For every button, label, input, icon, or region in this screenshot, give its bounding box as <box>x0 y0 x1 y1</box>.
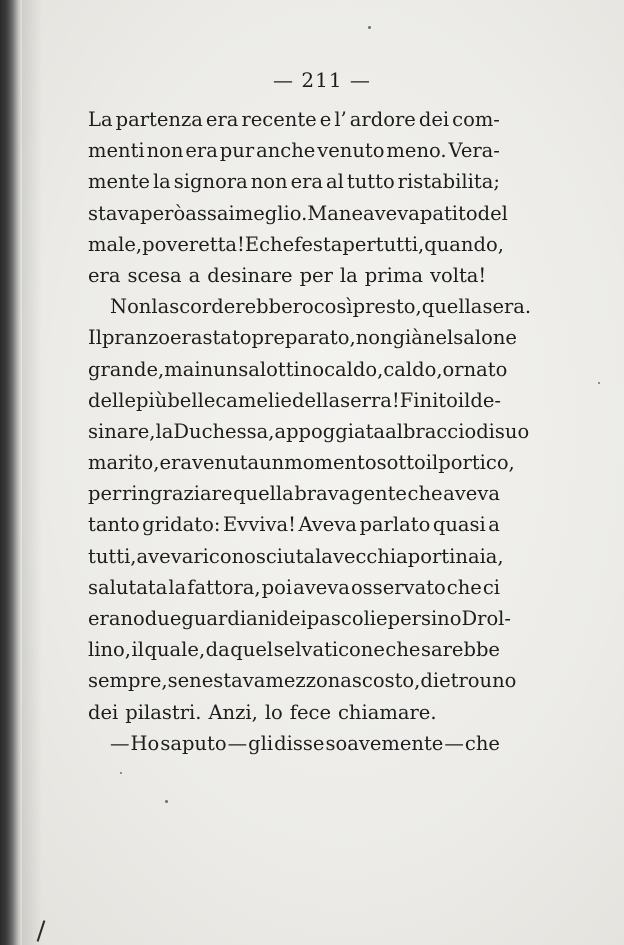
word: stava <box>213 669 266 693</box>
word: — <box>444 731 464 755</box>
word: riconosciuta <box>193 544 316 568</box>
word: pascoli <box>306 607 377 630</box>
word: guardiani <box>181 607 277 630</box>
paper-speck <box>598 382 600 384</box>
text-line <box>88 291 532 322</box>
binding-edge <box>0 0 22 945</box>
text-line <box>88 697 500 728</box>
text-line <box>88 728 500 759</box>
word: Non <box>110 295 152 319</box>
word: gridato: <box>142 513 221 537</box>
text-line <box>88 260 500 291</box>
word: non <box>146 139 184 163</box>
word: al <box>326 170 344 194</box>
word: il <box>457 388 471 412</box>
word: il <box>425 451 439 475</box>
word: stato <box>202 326 252 350</box>
word: partenza <box>115 108 203 131</box>
text-line <box>88 541 504 572</box>
word: Duchessa, <box>173 419 275 443</box>
text-line <box>88 478 500 509</box>
word: ardore <box>349 108 416 131</box>
text-line <box>88 385 500 416</box>
word: un <box>259 451 285 475</box>
word: Ho <box>130 731 160 755</box>
word: camelie <box>215 388 292 412</box>
word: quella <box>233 482 294 506</box>
text-line <box>88 104 500 135</box>
word: dei <box>418 108 450 131</box>
word: suo <box>494 419 530 443</box>
word: che <box>259 232 295 256</box>
word: a <box>188 263 201 287</box>
word: aveva <box>363 201 420 225</box>
word: era <box>88 263 121 287</box>
word: quale, <box>144 638 206 662</box>
word: Evviva! <box>222 513 296 537</box>
text-line <box>88 198 508 229</box>
word: tutto <box>346 170 395 194</box>
text-line <box>88 447 515 478</box>
word: disse <box>274 731 325 755</box>
text-line <box>88 572 500 603</box>
word: per <box>88 482 122 506</box>
word: quella <box>421 295 483 319</box>
word: pilastri. <box>125 700 202 724</box>
word: però <box>140 201 186 225</box>
word: momento <box>284 451 377 475</box>
word: appoggiata <box>274 419 386 443</box>
word: sotto <box>376 451 426 475</box>
word: la <box>315 544 333 568</box>
word: marito, <box>88 451 160 475</box>
word: salone <box>453 326 517 350</box>
text-line <box>88 166 500 197</box>
word: venuta <box>191 451 260 475</box>
word: festa <box>294 232 343 256</box>
word: menti <box>88 139 145 163</box>
word: il <box>131 638 144 662</box>
word: che <box>407 482 443 506</box>
word: tutti, <box>375 232 425 256</box>
word: per <box>299 263 333 287</box>
word: della <box>291 388 341 412</box>
word: scorderebbero <box>169 295 314 319</box>
word: due <box>144 607 182 630</box>
word: mente <box>88 170 150 194</box>
word: caldo, <box>383 357 443 381</box>
word: lo <box>264 700 283 724</box>
word: gente <box>350 482 407 506</box>
word: non <box>250 170 288 194</box>
word: quel <box>230 638 274 662</box>
word: lino, <box>88 638 131 662</box>
word: pur <box>219 139 255 163</box>
word: tutti, <box>88 544 137 568</box>
text-line <box>88 665 517 696</box>
word: era <box>290 170 324 194</box>
word: che <box>446 575 482 599</box>
word: da <box>205 638 230 662</box>
text-line <box>88 354 508 385</box>
word: e <box>319 108 332 131</box>
word: sera. <box>482 295 532 319</box>
word: a <box>488 513 500 537</box>
word: persino <box>387 607 462 630</box>
word: selvaticone <box>273 638 385 662</box>
word: e <box>376 607 388 630</box>
word: tanto <box>88 513 140 537</box>
word: preparato, <box>251 326 356 350</box>
word: non <box>355 326 393 350</box>
word: braccio <box>402 419 477 443</box>
word: salutata <box>88 575 168 599</box>
word: la <box>152 170 171 194</box>
word: poveretta! <box>142 232 245 256</box>
text-line <box>88 603 512 634</box>
word: fece <box>289 700 332 724</box>
word: volta! <box>429 263 487 287</box>
body-text <box>88 104 532 759</box>
gutter-shadow <box>22 0 42 945</box>
word: aveva <box>443 482 500 506</box>
word: ringraziare <box>121 482 233 506</box>
word: E <box>244 232 260 256</box>
word: patito <box>419 201 478 225</box>
word: male, <box>88 232 143 256</box>
word: — <box>110 731 130 755</box>
word: fattora, <box>187 575 261 599</box>
text-line <box>88 416 530 447</box>
word: ristabilita; <box>397 170 500 194</box>
word: soavemente <box>325 731 444 755</box>
word: grande, <box>88 357 165 381</box>
word: in <box>194 357 214 381</box>
word: parlato <box>359 513 431 537</box>
word: brava <box>294 482 351 506</box>
word: — <box>227 731 248 755</box>
word: gli <box>248 731 274 755</box>
word: uno <box>479 669 517 693</box>
word: sempre, <box>88 669 168 693</box>
word: com- <box>452 108 500 131</box>
word: ma <box>164 357 195 381</box>
word: de- <box>470 388 501 412</box>
word: Vera- <box>448 139 500 163</box>
word: che <box>464 731 500 755</box>
word: salottino <box>238 357 325 381</box>
word: già <box>392 326 423 350</box>
word: di <box>476 419 495 443</box>
word: se <box>167 669 190 693</box>
word: ne <box>338 201 364 225</box>
word: Drol- <box>461 607 512 630</box>
word: desinare <box>207 263 293 287</box>
word: nascosto, <box>327 669 421 693</box>
text-line <box>88 634 500 665</box>
word: dietro <box>420 669 480 693</box>
word: nel <box>422 326 454 350</box>
word: meno. <box>386 139 447 163</box>
word: Anzi, <box>208 700 258 724</box>
word: era <box>185 139 218 163</box>
word: aveva <box>293 575 350 599</box>
word: che <box>385 638 421 662</box>
paper-speck <box>120 772 122 774</box>
word: meglio. <box>234 201 308 225</box>
word: ornato <box>442 357 508 381</box>
word: più <box>136 388 168 412</box>
word: era <box>159 451 192 475</box>
word: caldo, <box>324 357 384 381</box>
word: quasi <box>432 513 486 537</box>
word: del <box>477 201 508 225</box>
word: per <box>342 232 376 256</box>
word: la <box>168 575 187 599</box>
word: belle <box>167 388 216 412</box>
word: venuto <box>317 139 385 163</box>
word: ci <box>482 575 500 599</box>
word: poi <box>261 575 293 599</box>
word: pranzo <box>101 326 170 350</box>
word: quando, <box>424 232 504 256</box>
word: assai <box>185 201 235 225</box>
paper-speck <box>165 800 168 803</box>
word: portinaia, <box>407 544 504 568</box>
word: prima <box>364 263 423 287</box>
word: sinare, <box>88 419 156 443</box>
word: anche <box>256 139 316 163</box>
word: la <box>155 419 174 443</box>
word: era <box>169 326 203 350</box>
word: dei <box>276 607 307 630</box>
text-line <box>88 135 500 166</box>
word: saputo <box>160 731 227 755</box>
word: Ma <box>307 201 339 225</box>
word: era <box>205 108 239 131</box>
word: sarebbe <box>420 638 500 662</box>
word: un <box>213 357 239 381</box>
word: chiamare. <box>338 700 437 724</box>
word: Aveva <box>298 513 357 537</box>
word: portico, <box>438 451 515 475</box>
word: aveva <box>136 544 194 568</box>
word: vecchia <box>332 544 408 568</box>
page-number: — 211 — <box>273 68 371 92</box>
text-line <box>88 509 500 540</box>
word: delle <box>88 388 137 412</box>
word: serra! <box>340 388 400 412</box>
word: Il <box>88 326 102 350</box>
word: mezzo <box>265 669 328 693</box>
word: la <box>339 263 358 287</box>
word: Finito <box>399 388 458 412</box>
word: la <box>151 295 170 319</box>
word: signora <box>173 170 248 194</box>
word: osservato <box>350 575 446 599</box>
word: presto, <box>352 295 422 319</box>
text-line <box>88 322 517 353</box>
paper-speck <box>368 26 371 29</box>
text-line <box>88 229 504 260</box>
word: scesa <box>127 263 182 287</box>
word: La <box>88 108 113 131</box>
word: l’ <box>334 108 347 131</box>
word: al <box>385 419 403 443</box>
word: recente <box>241 108 317 131</box>
word: erano <box>88 607 145 630</box>
word: stava <box>88 201 141 225</box>
word: così <box>313 295 353 319</box>
word: ne <box>189 669 214 693</box>
word: dei <box>88 700 119 724</box>
